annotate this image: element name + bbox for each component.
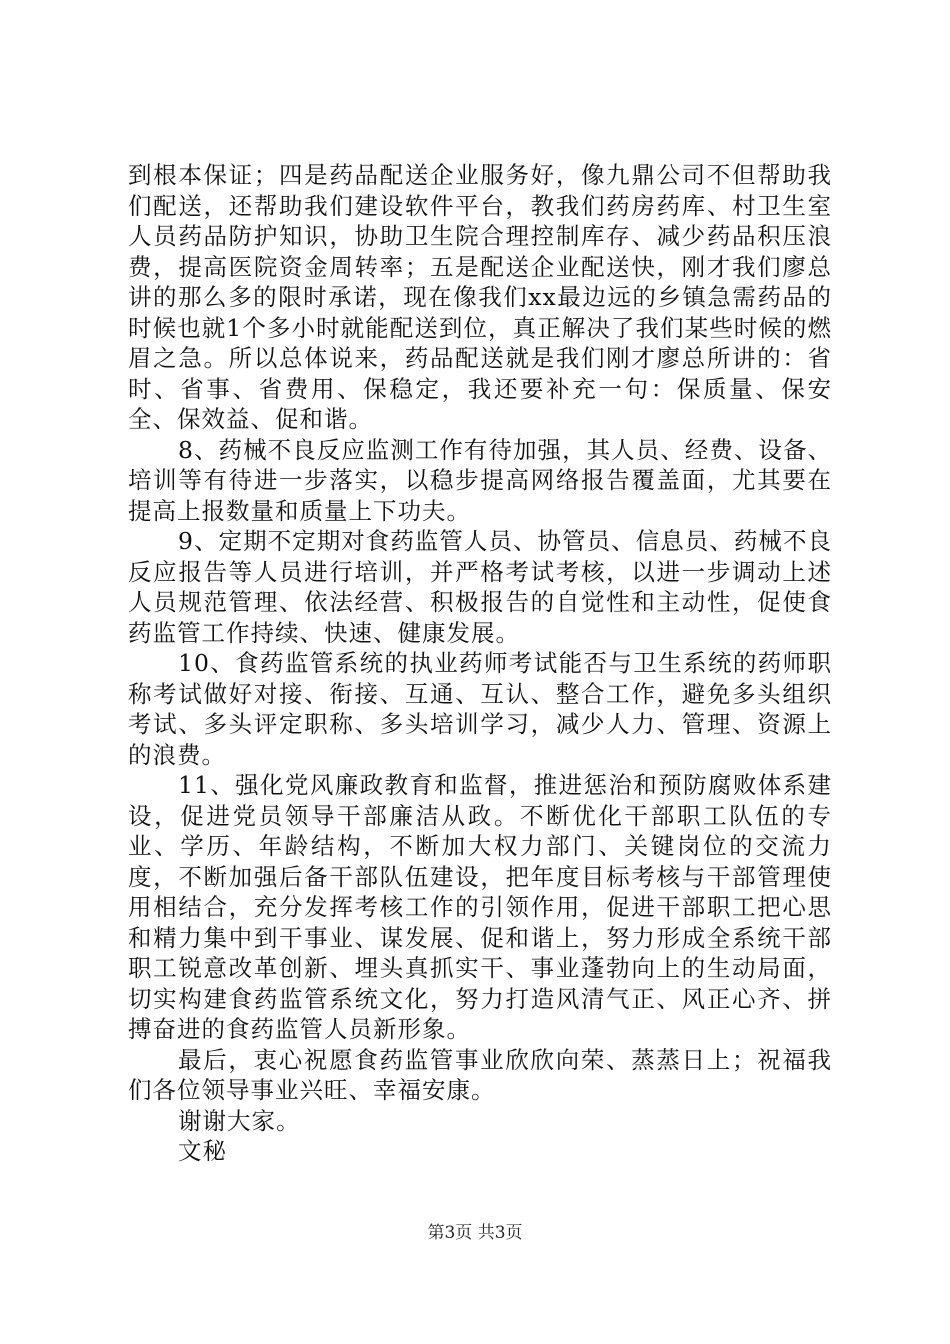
- page-number-footer: 第3页 共3页: [427, 1223, 523, 1243]
- signature-line: 文秘: [178, 1137, 227, 1165]
- paragraph-item-10: 10、食药监管系统的执业药师考试能否与卫生系统的药师职称考试做好对接、衔接、互通、互认、整合工作，避免多头组织考试、多头评定职称、多头培训学习，减少人力、管理、资源上的浪费。: [128, 649, 832, 769]
- paragraph-item-8: 8、药械不良反应监测工作有待加强，其人员、经费、设备、培训等有待进一步落实，以稳步提高网络报告覆盖面，尤其要在提高上报数量和质量上下功夫。: [128, 435, 832, 525]
- paragraph-closing: 最后，衷心祝愿食药监管事业欣欣向荣、蒸蒸日上；祝福我们各位领导事业兴旺、幸福安康。: [128, 1045, 832, 1104]
- paragraph-item-11: 11、强化党风廉政教育和监督，推进惩治和预防腐败体系建设，促进党员领导干部廉洁从政。不断优化干部职工队伍的专业、学历、年龄结构，不断加大权力部门、关键岗位的交流力度，不断加强后备干部队伍建设，把年度目标考核与干部管理使用相结合，充分发挥考核工作的引领作用，促进干部职工把心思和精力集中到干事业、谋发展、促和谐上，努力形成全系统干部职工锐意改革创新、埋头真抓实干、事业蓬勃向上的生动局面，切实构建食药监管系统文化，努力打造风清气正、风正心齐、拼搏奋进的食药监管人员新形象。: [128, 771, 832, 1043]
- thanks-line: 谢谢大家。: [178, 1106, 301, 1135]
- document-body: [128, 160, 832, 1167]
- paragraph-continuation: 到根本保证；四是药品配送企业服务好，像九鼎公司不但帮助我们配送，还帮助我们建设软件平台，教我们药房药库、村卫生室人员药品防护知识，协助卫生院合理控制库存、减少药品积压浪费，提高医院资金周转率；五是配送企业配送快，刚才我们廖总讲的那么多的限时承诺，现在像我们xx最边远的乡镇急需药品的时候也就1个多小时就能配送到位，真正解决了我们某些时候的燃眉之急。所以总体说来，药品配送就是我们刚才廖总所讲的：省时、省事、省费用、保稳定，我还要补充一句：保质量、保安全、保效益、促和谐。: [128, 161, 832, 433]
- paragraph-item-9: 9、定期不定期对食药监管人员、协管员、信息员、药械不良反应报告等人员进行培训，并严格考试考核，以进一步调动上述人员规范管理、依法经营、积极报告的自觉性和主动性，促使食药监管工作持续、快速、健康发展。: [128, 527, 832, 647]
